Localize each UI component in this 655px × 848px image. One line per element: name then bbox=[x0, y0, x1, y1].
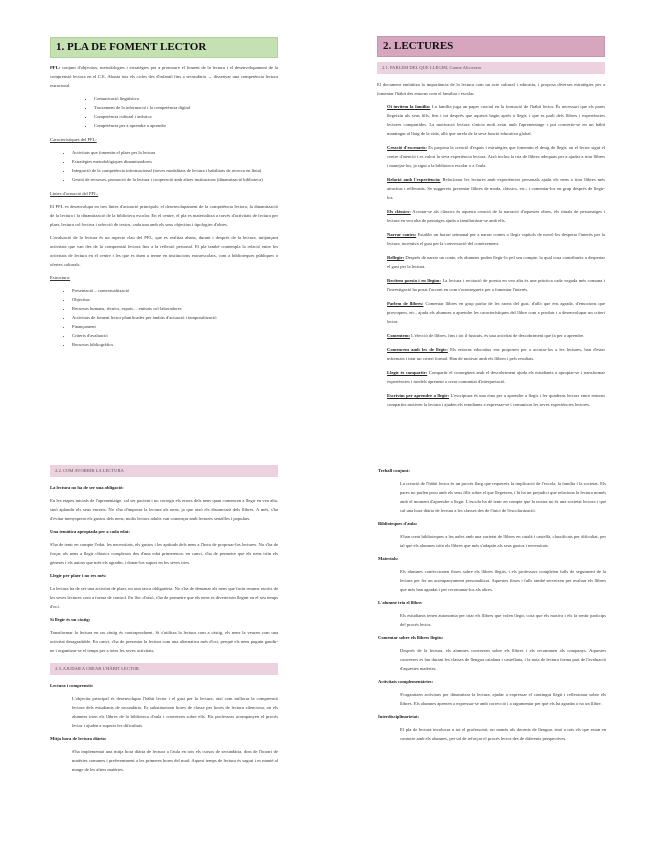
paragraph: Després de la lectura, els alumnes conversen sobre els llibres i els recomanen als companys. Aquestes converses es fan durant les classes de llengua catalana i castellana, i la nota de lectura forma part de l'avaluació d'aquestes matèries. bbox=[400, 648, 606, 671]
strategy-text: Es proposa la creació d'espais i estratègies que fomentin el desig de llegir, on el lector sigui el centre d'atenció i es valori la seva experiència lectora. Això inclou la tria de llibres adequats per a ajudar a triar llibres i manejar-los, ja sigui a la biblioteca escolar o a l'aula. bbox=[387, 145, 605, 168]
block-heading: Lectura i comprensió: bbox=[50, 683, 94, 688]
strategy-item bbox=[387, 102, 605, 138]
paragraph: El PFL es desenvolupa en tres línies d'actuació principals: el desenvolupament de la competència lectora, la dinamització de la lectura i la dinamització de la biblioteca escolar. En el centre, el pla es materialitza a través d'activitats de lectura per plaer, lectura col·lectiva i selecció de textos, cada una amb els seus objectius i tipologies d'obres. bbox=[50, 204, 278, 227]
block-heading: Activitats complementàries: bbox=[378, 679, 433, 684]
strategy-title: Llegir és compartir: bbox=[387, 370, 428, 375]
block-heading: Interdisciplinarietat: bbox=[378, 714, 420, 719]
paragraph: El pla de lectura involucra a tot el professorat, no només als docents de llengua, sinó a tots els que estan en contacte amb els alumnes, per tal de reforçar el procés lector des de diferents perspectives. bbox=[400, 727, 606, 741]
strategy-item bbox=[387, 345, 605, 363]
strategy-text: Relacionar les lectures amb experiències personals ajuda els nens a triar llibres més atractius i rellevants. Se suggereix presentar llibres de moda, clàssics, etc., i comentar-los en grup després de llegir-los. bbox=[387, 177, 605, 200]
section-title: 2. LECTURES bbox=[377, 36, 605, 57]
block-heading: Materials: bbox=[378, 556, 399, 561]
strategy-text: Comentar llibres en grup parlar de les raons del gust, d'allò que ens agrada, d'emocions que provoquen, etc., ajuda els alumnes a aprendre les característiques del llibre com a produir i a desenvolupar un criteri lector. bbox=[387, 301, 605, 324]
subsection-title: 2.1. PARLEM DEL QUE LLEGIM, Carme Alcoverro bbox=[377, 62, 605, 74]
subheading: Línies d'actuació del PFL: bbox=[50, 191, 99, 196]
paragraph: Transformar la lectura en un càstig és contraproduent. Si s'utilitza la lectura com a càstig, els nens la veuran com una activitat desagradable. En canvi, s'ha de presentar la lectura com una alternativa més d'oci, perquè els nens puguin gaudir-ne i organitzar-se el temps per a totes les seves activitats. bbox=[50, 630, 278, 653]
list-item: • Competència cultural i artística bbox=[94, 112, 278, 121]
list-item: • Recursos bibliogràfics bbox=[72, 340, 278, 349]
strategy-text: Acostar-se als clàssics és aquesta creació de la narració d'aquestes obres, els rituals de personatges i lectura en veu alta de passatges ajuda a familiaritzar-se amb ells. bbox=[387, 209, 606, 223]
block-heading: Si llegir és un càstig: bbox=[50, 617, 91, 622]
strategy-item bbox=[387, 331, 605, 340]
page-habit-continued bbox=[378, 462, 606, 747]
strategy-text: La família juga un paper crucial en la formació de l'hàbit lector. És necessari que els pares llegeixin als seus fills, fins i tot després que aquests hagin après a llegir, i que es parli dels llibres i experiències lectores compartides. La motivació lectora s'inicia molt aviat amb l'aprenentatge i pot convertir-se en un hàbit mantingut al llarg de la vida, allò que arrela de la seva funció educativa global. bbox=[387, 104, 605, 136]
paragraph: La lectura ha de ser una activitat de plaer, no una tasca obligatòria. No s'ha de demanar als nens que facin resums escrits de les seves lectures com a forma de control. En lloc d'això, s'ha de permetre que els nens es diverteixin llegint en el seu temps d'oci. bbox=[50, 586, 278, 609]
strategy-item bbox=[387, 143, 605, 170]
paragraph: Els estudiants tenen autonomia per triar els llibres que volen llegir, cosa que els motiva i els fa sentir partícips del procés lector. bbox=[400, 613, 606, 627]
list-item: • Activitats de foment lector planificades per àmbits d'actuació i temporalització bbox=[72, 313, 278, 322]
subsection-title: 2.2. COM AVORRIR LA LECTURA bbox=[50, 465, 278, 477]
strategy-title: Oi invitem la família: bbox=[387, 104, 431, 109]
estructura-list bbox=[50, 286, 278, 349]
list-item: • Competència per a aprendre a aprendre bbox=[94, 121, 278, 130]
strategy-text: L'elecció de llibres, fins i tot il·lustrats, és una activitat de descobriment que fa per a aprendre. bbox=[411, 333, 585, 338]
block-heading: Biblioteques d'aula: bbox=[378, 521, 418, 526]
block-heading: Comentar sobre els llibres llegits: bbox=[378, 635, 444, 640]
caracteristiques-list bbox=[50, 148, 278, 184]
strategy-item bbox=[387, 230, 605, 248]
list-item: • Activitats que fomentin el plaer per la lectura bbox=[72, 148, 278, 157]
paragraph: Els alumnes confeccionen fitxes sobre els llibres llegits, i els professors completen fulls de seguiment de la lectura per fer un acompanyament personalitzat. Aquestes fitxes i fulls també serveixen per avaluar els llibres que més han agradat i per recomanar-los als altres. bbox=[400, 569, 606, 592]
strategy-title: Creació d'escenaris: bbox=[387, 145, 427, 150]
strategy-title: Relació amb l'experiència: bbox=[387, 177, 441, 182]
strategy-text: Els entorns educatius ens proposen per a acostar-los a les lectures, han d'estar informats i triar un criteri formal. Han de motivar amb els llibres i pels resultats. bbox=[387, 347, 605, 361]
list-item: • Comunicació lingüística bbox=[94, 94, 278, 103]
paragraph: L'objectiu principal és desenvolupar l'hàbit lector i el gust per la lectura, així com millorar la comprensió lectora dels estudiants de secundària. Es substitueixen hores de classe per hores de lectura silenciosa, on els alumnes trien els llibres de la biblioteca d'aula i conversen sobre ells. Els professors acompanyen el procés lector i ajuden a superar les dificultats. bbox=[72, 696, 278, 728]
list-item: • Presentació – contextualització bbox=[72, 286, 278, 295]
intro-text: El document emfatitza la importància de la lectura com un acte cultural i educatiu, i proposa diverses estratègies per a fomentar l'hàbit des entorns com el familiar i escolar. bbox=[377, 82, 605, 96]
strategy-text: Després de narrar un conte, els alumnes poden llegir-lo pel seu compte, la qual cosa contribueix a despertar el gust per la lectura. bbox=[387, 255, 605, 269]
block-heading: Llegir per plaer i no res més: bbox=[50, 573, 107, 578]
strategy-title: Els clàssics: bbox=[387, 209, 411, 214]
list-item: • Objectius bbox=[72, 295, 278, 304]
list-item: • Recursos humans, tècnics, espais… entitats col·laboradores bbox=[72, 304, 278, 313]
competencies-list bbox=[50, 94, 278, 130]
paragraph: En les etapes inicials de l'aprenentatge, cal ser pacient i no corregir els errors dels nens quan comencen a llegir en veu alta, sinó aplaudir els seus encerts. No s'ha d'imposar la lectura als nens, ja que això els distanciarà dels llibres. A més, s'ha d'evitar menysprear els gustos dels nens; molts lectors adults van començar amb lectures senzilles i populars. bbox=[50, 498, 278, 521]
block-heading: L'alumne tria el llibre: bbox=[378, 600, 423, 605]
page-avorrir-habit bbox=[50, 462, 278, 778]
paragraph: S'han creat biblioteques a les aules amb una varietat de llibres en català i castellà, classificats per dificultat, per tal que els alumnes triïn els llibres que més s'adaptin als seus gustos i necessitats. bbox=[400, 534, 606, 548]
strategy-title: Comentem: bbox=[387, 333, 410, 338]
strategy-text: Compartir el consegüent amb el descobriment ajuda els estudiants a apropiar-se i transformar experiències i models aprenent a crear comunitat d'interpretació. bbox=[387, 370, 605, 384]
list-item: • Gestió de recursos, promoció de la lectura i cooperació amb altres institucions (dinamització biblioteca) bbox=[72, 175, 278, 184]
paragraph: La creació de l'hàbit lector és un procés llarg que requereix la implicació de l'escola, la família i la societat. Els pares no parlen prou amb els seus fills sobre el que llegeixen, i hi ha un prejudici que relaciona la lectura només amb el moment d'aprendre a llegir. L'escola ha de tenir en compte que la nostra no és una societat lectora i que cal una hora diària de lectura a les classes des de l'inici de l'escolarització. bbox=[400, 481, 606, 513]
subheading: Estructura: bbox=[50, 275, 71, 280]
block-heading: Una temàtica apropiada per a cada edat: bbox=[50, 529, 130, 534]
strategy-item bbox=[387, 391, 605, 409]
strategy-item bbox=[387, 299, 605, 326]
list-item: • Tractament de la informació i la competència digital bbox=[94, 103, 278, 112]
list-item: • Integració de la competència informacional (noves modalitats de lectura i habilitats de recerca en línia) bbox=[72, 166, 278, 175]
strategy-title: Parlem de llibres: bbox=[387, 301, 424, 306]
list-item: • Finançament bbox=[72, 322, 278, 331]
list-item: • Criteris d'avaluació bbox=[72, 331, 278, 340]
strategy-title: Comencem amb les de llegir: bbox=[387, 347, 448, 352]
subheading: Característiques del PFL: bbox=[50, 137, 97, 142]
strategy-item bbox=[387, 175, 605, 202]
page-pla-foment-lector bbox=[50, 37, 278, 354]
strategy-text: La lectura i recitació de poesia en veu alta és una pràctica cada vegada més comuna i l'investigació ha posat l'accent en com s'aconsegueix per a fomentar l'interès. bbox=[387, 278, 606, 292]
strategy-item bbox=[387, 276, 605, 294]
strategy-text: Establir un horari setmanal per a narrar contes o llegir capítols de novel·les desperta l'interès per la lectura, incentiva el gust per la conversació del coneixement. bbox=[387, 232, 605, 246]
page-lectures bbox=[377, 36, 605, 414]
paragraph: S'organitzen activitats per dinamitzar la lectura, ajudar a expressar el contingut llegit i reflexionar sobre els llibres. Els alumnes aprenen a expressar-se amb correcció i a argumentar per què els ha agradat o no un llibre. bbox=[400, 692, 606, 706]
strategy-title: Escrivim per aprendre a llegir: bbox=[387, 393, 450, 398]
strategy-text: L'escriptura és una eina per a aprendre a llegir i fer quaderns lectors entre entorns compartits motiven la lectura i ajuden els estudiants a expressar-se i comunicar les seves experiències lectores. bbox=[387, 393, 606, 407]
strategy-title: Rellegir: bbox=[387, 255, 405, 260]
strategy-item bbox=[387, 253, 605, 271]
block-heading: La lectura no ha de ser una obligació: bbox=[50, 485, 124, 490]
section-title: 1. PLA DE FOMENT LECTOR bbox=[50, 37, 278, 58]
strategy-title: Recitem poesia i en llegim: bbox=[387, 278, 441, 283]
block-heading: Treball conjunt: bbox=[378, 468, 410, 473]
paragraph: S'ha implementat una mitja hora diària de lectura a l'aula en tots els cursos de secundària, dins de l'horari de matèries comunes i preferentment a les primeres hores del matí. Aquest temps de lectura és sagrat i es manté al marge de les altres matèries. bbox=[72, 749, 278, 772]
strategy-item bbox=[387, 368, 605, 386]
strategy-title: Narrar contes: bbox=[387, 232, 417, 237]
term-label: PFL: bbox=[50, 65, 61, 70]
paragraph: S'ha de tenir en compte l'edat, les necessitats, els gustos i les aptituds dels nens a l'hora de proposar-los lectures. No s'ha de forçar als nens a llegir clàssics complexos des d'una edat primerenca; en canvi, s'ha de permetre que els nens triïn els gèneres i els autors que més els agradin, i donar-los suport en les seves tries. bbox=[50, 542, 278, 565]
list-item: • Estratègies metodològiques dinamitzadores bbox=[72, 157, 278, 166]
intro-text: conjunt d'objectius, metodologies i estratègies per a promoure el foment de la lectura i el desenvolupament de la comprensió lectora en el C.E. Abasta tots els cicles des d'infantil fins a secundària → dissenyar una competència lectora estructural. bbox=[50, 65, 278, 88]
paragraph: L'avaluació de la lectura és un aspecte clau del PFL, que es realitza abans, durant i després de la lectura, mitjançant activitats que van des de la comprensió lectora fins a la reflexió personal. El pla també contempla la relació entre les activitats de lectura en el centre i les que es duen a terme en institucions extraescolars, com a biblioteques públiques o ofertes culturals. bbox=[50, 235, 278, 267]
block-heading: Mitja hora de lectura diària: bbox=[50, 736, 107, 741]
strategy-item bbox=[387, 207, 605, 225]
subsection-title: 2.3. AJUDAR A CREAR L'HÀBIT LECTOR bbox=[50, 663, 278, 675]
